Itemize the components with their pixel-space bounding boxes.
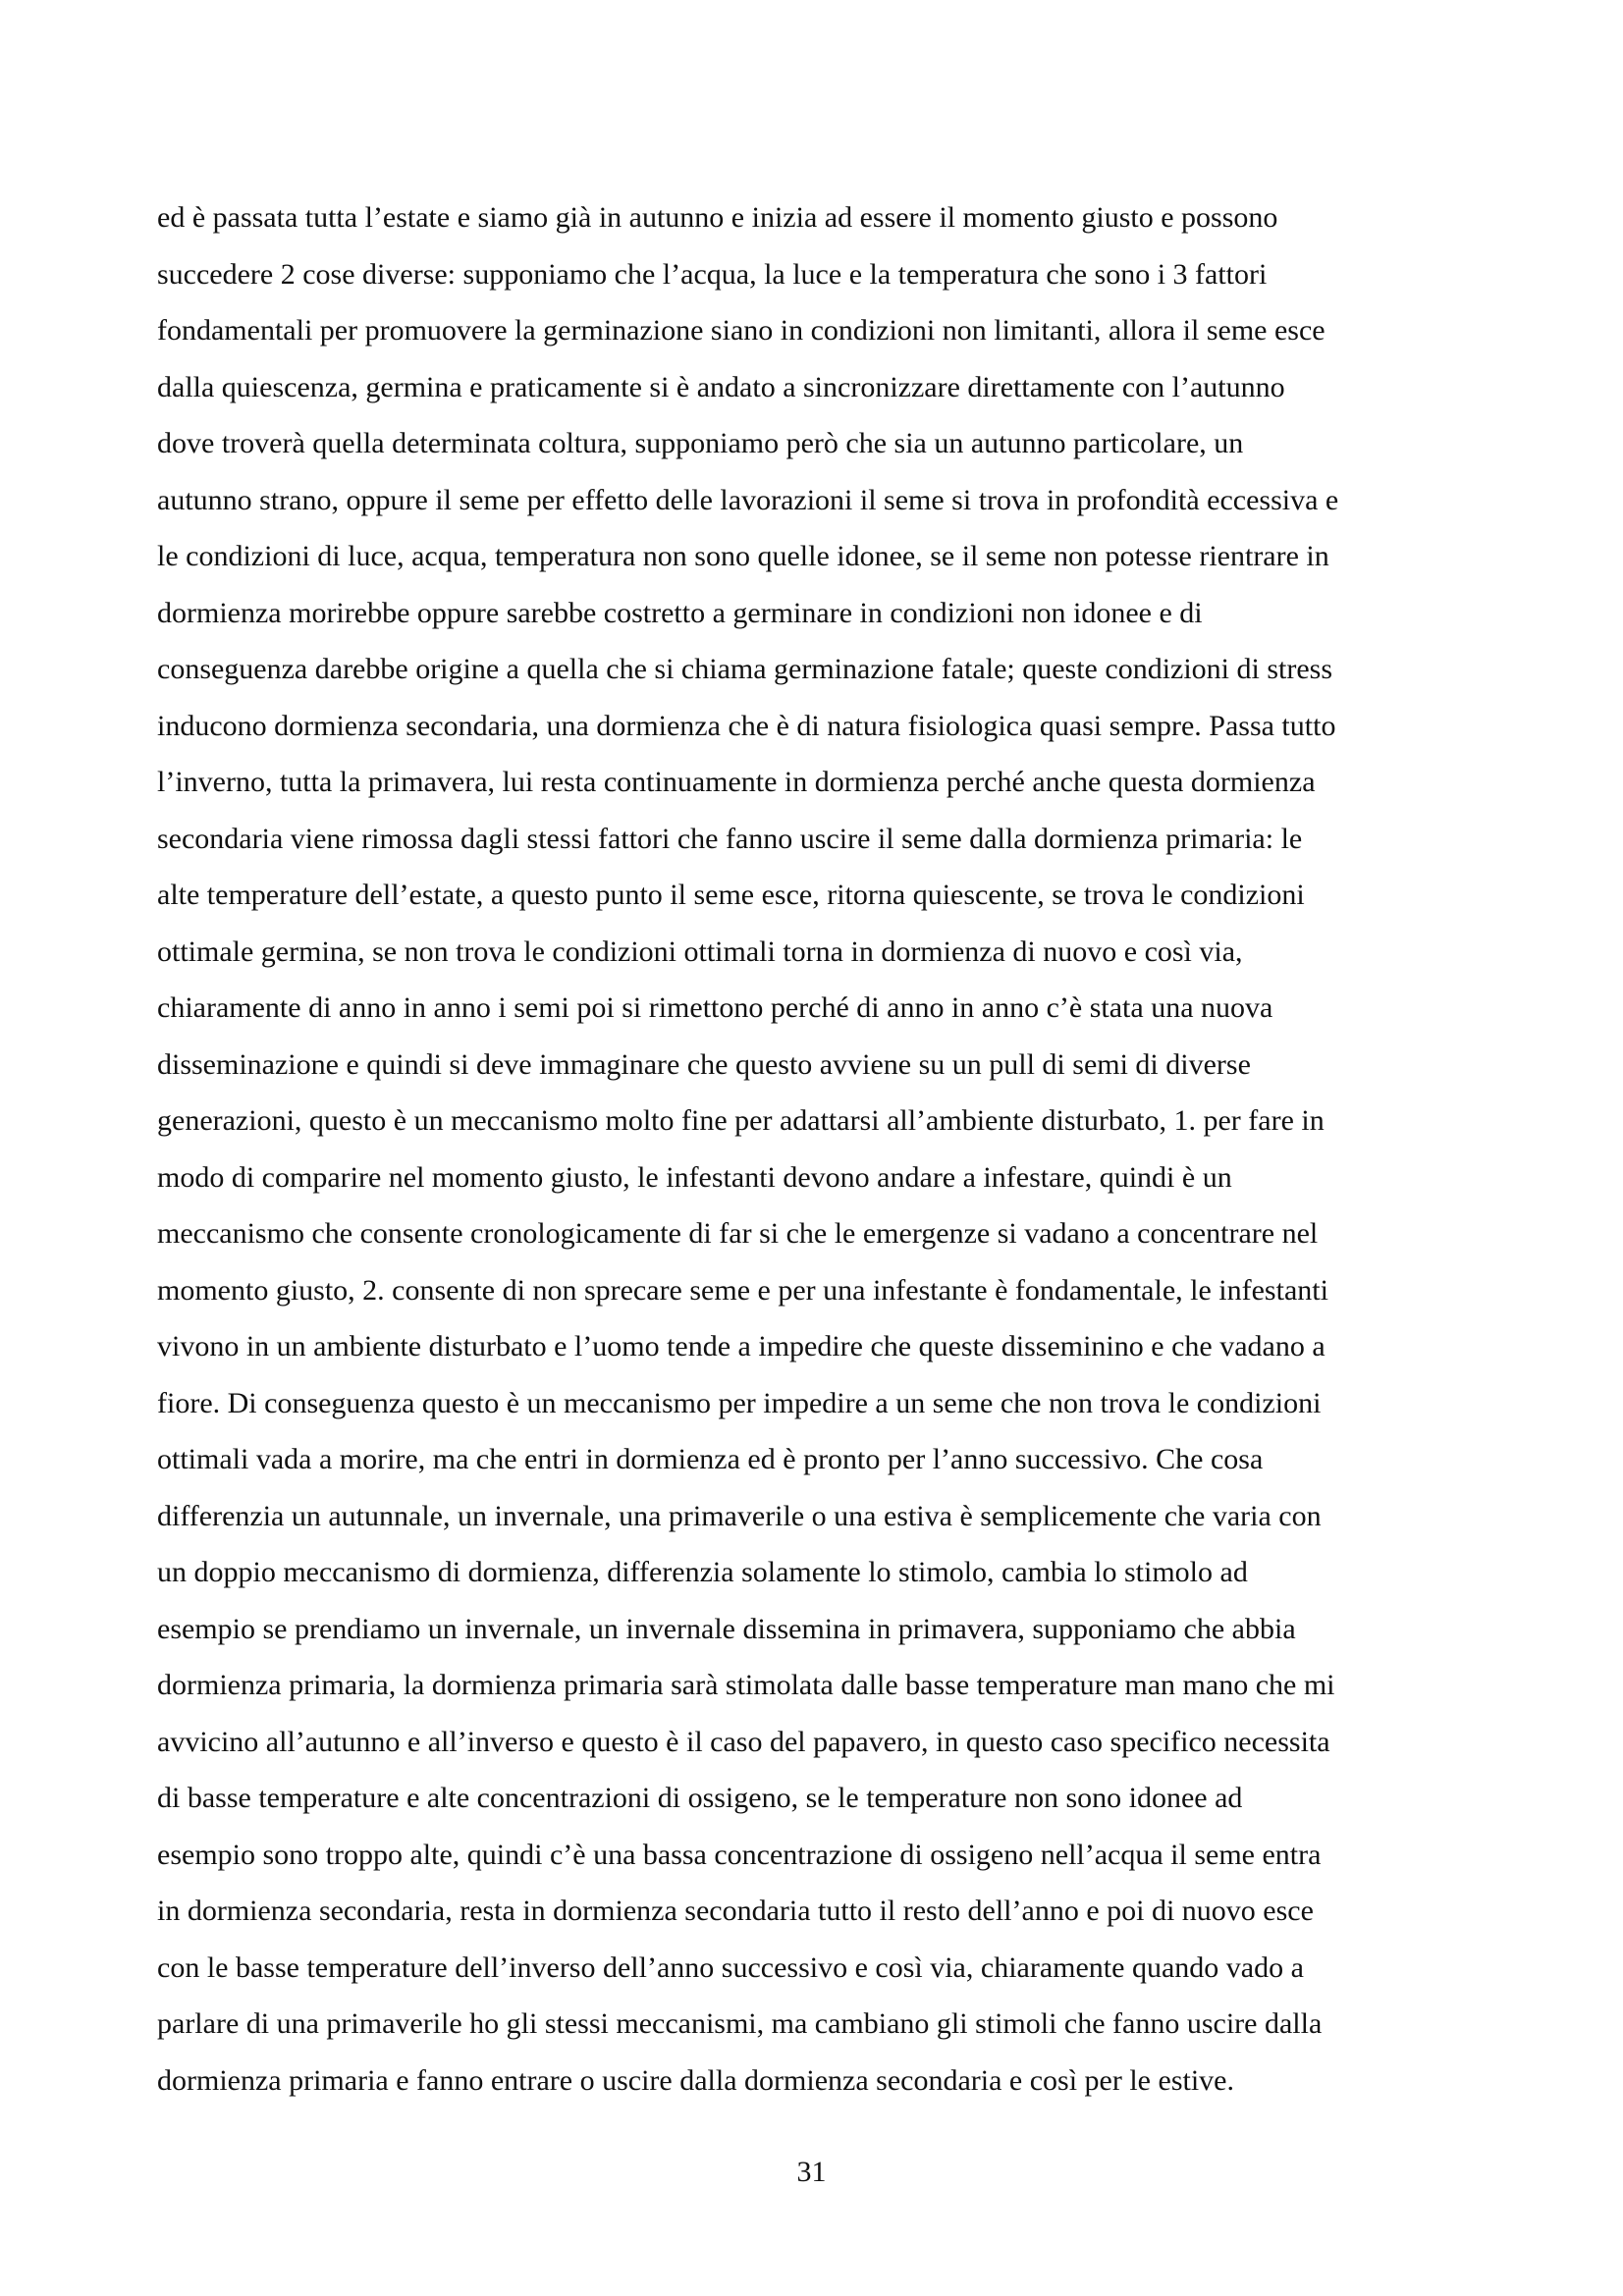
text-line: un doppio meccanismo di dormienza, differenzia solamente lo stimolo, cambia lo stimolo ad xyxy=(157,1556,1248,1588)
text-line: le condizioni di luce, acqua, temperatura non sono quelle idonee, se il seme non potesse rientrare in xyxy=(157,540,1329,572)
text-line: meccanismo che consente cronologicamente di far si che le emergenze si vadano a concentrare nel xyxy=(157,1217,1319,1250)
text-line: differenzia un autunnale, un invernale, una primaverile o una estiva è semplicemente che varia con xyxy=(157,1499,1322,1532)
text-line: generazioni, questo è un meccanismo molto fine per adattarsi all’ambiente disturbato, 1. per fare in xyxy=(157,1104,1325,1137)
text-line: inducono dormienza secondaria, una dormienza che è di natura fisiologica quasi sempre. Passa tutto xyxy=(157,709,1336,742)
text-line: secondaria viene rimossa dagli stessi fattori che fanno uscire il seme dalla dormienza primaria: le xyxy=(157,822,1303,855)
text-line: ottimali vada a morire, ma che entri in dormienza ed è pronto per l’anno successivo. Che cosa xyxy=(157,1443,1264,1475)
text-line: conseguenza darebbe origine a quella che si chiama germinazione fatale; queste condizioni di stress xyxy=(157,653,1333,685)
text-line: avvicino all’autunno e all’inverso e questo è il caso del papavero, in questo caso specifico necessita xyxy=(157,1725,1330,1758)
text-line: disseminazione e quindi si deve immaginare che questo avviene su un pull di semi di diverse xyxy=(157,1047,1251,1081)
body-paragraph xyxy=(157,189,1492,2109)
text-line: l’inverno, tutta la primavera, lui resta continuamente in dormienza perché anche questa dormienza xyxy=(157,766,1316,798)
text-line: dormienza primaria, la dormienza primaria sarà stimolata dalle basse temperature man mano che mi xyxy=(157,1669,1335,1701)
text-line: ed è passata tutta l’estate e siamo già in autunno e inizia ad essere il momento giusto e possono xyxy=(157,201,1278,234)
text-line: di basse temperature e alte concentrazioni di ossigeno, se le temperature non sono idonee ad xyxy=(157,1782,1243,1814)
page-number: 31 xyxy=(796,2156,827,2188)
text-line: parlare di una primaverile ho gli stessi meccanismi, ma cambiano gli stimoli che fanno uscire dalla xyxy=(157,2007,1323,2040)
text-line: modo di comparire nel momento giusto, le infestanti devono andare a infestare, quindi è un xyxy=(157,1160,1232,1194)
text-line: esempio se prendiamo un invernale, un invernale dissemina in primavera, supponiamo che abbia xyxy=(157,1612,1296,1645)
text-line: ottimale germina, se non trova le condizioni ottimali torna in dormienza di nuovo e così via, xyxy=(157,934,1243,968)
text-line: alte temperature dell’estate, a questo punto il seme esce, ritorna quiescente, se trova le condizioni xyxy=(157,879,1305,911)
text-line: momento giusto, 2. consente di non sprecare seme e per una infestante è fondamentale, le infestanti xyxy=(157,1273,1328,1307)
text-line: succedere 2 cose diverse: supponiamo che l’acqua, la luce e la temperatura che sono i 3 fattori xyxy=(157,257,1268,291)
text-line: esempio sono troppo alte, quindi c’è una bassa concentrazione di ossigeno nell’acqua il seme entra xyxy=(157,1838,1322,1871)
text-line: vivono in un ambiente disturbato e l’uomo tende a impedire che queste disseminino e che vadano a xyxy=(157,1330,1325,1362)
text-line: autunno strano, oppure il seme per effetto delle lavorazioni il seme si trova in profondità eccessiva e xyxy=(157,483,1339,516)
text-line: dormienza morirebbe oppure sarebbe costretto a germinare in condizioni non idonee e di xyxy=(157,596,1203,629)
text-line: dalla quiescenza, germina e praticamente si è andato a sincronizzare direttamente con l’autunno xyxy=(157,370,1285,403)
text-line: chiaramente di anno in anno i semi poi si rimettono perché di anno in anno c’è stata una nuova xyxy=(157,991,1273,1024)
text-line: con le basse temperature dell’inverso dell’anno successivo e così via, chiaramente quando vado a xyxy=(157,1950,1304,1984)
text-line: fondamentali per promuovere la germinazione siano in condizioni non limitanti, allora il seme esce xyxy=(157,314,1325,347)
text-line: dove troverà quella determinata coltura, supponiamo però che sia un autunno particolare, un xyxy=(157,427,1244,459)
text-line: dormienza primaria e fanno entrare o uscire dalla dormienza secondaria e così per le estive. xyxy=(157,2063,1234,2097)
text-line: fiore. Di conseguenza questo è un meccanismo per impedire a un seme che non trova le condizioni xyxy=(157,1386,1322,1419)
text-line: in dormienza secondaria, resta in dormienza secondaria tutto il resto dell’anno e poi di nuovo esce xyxy=(157,1895,1314,1927)
